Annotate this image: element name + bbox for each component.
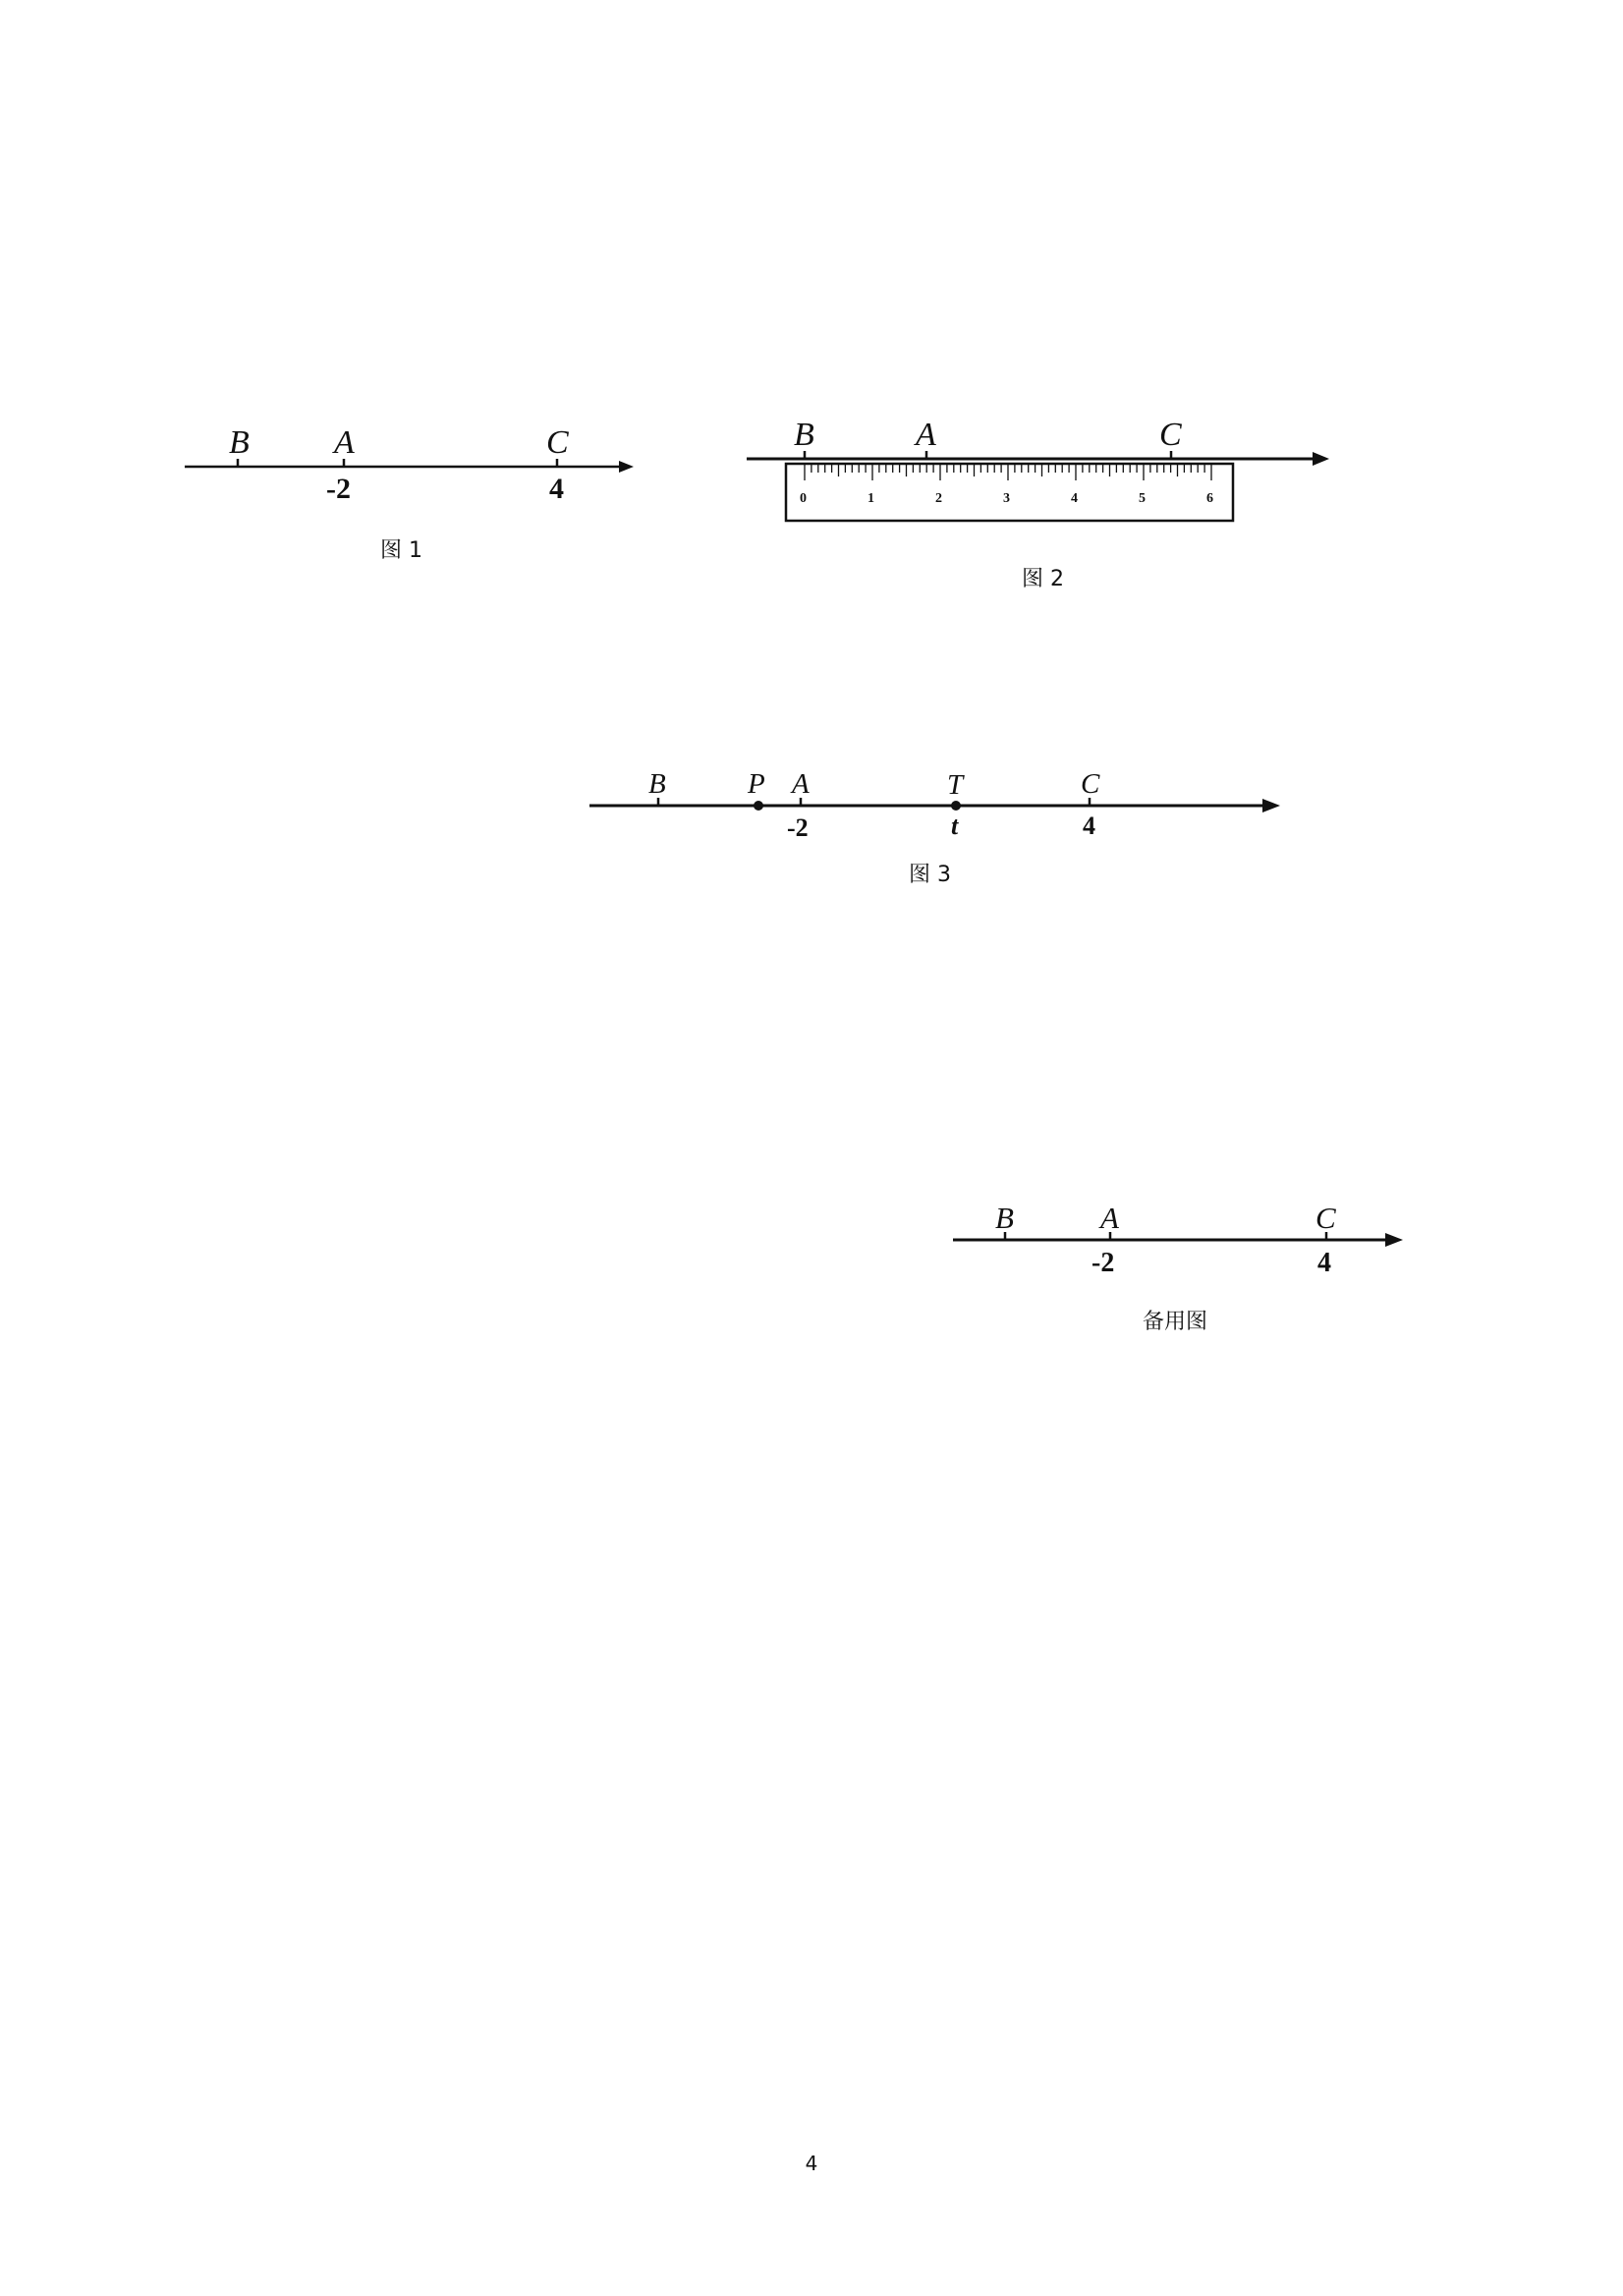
ruler-number-1: 1 [867, 491, 874, 506]
fig2-caption: 图 2 [1022, 567, 1064, 591]
fig1-number-a: -2 [326, 473, 351, 505]
fig4-label-a: A [1100, 1201, 1119, 1235]
fig2-label-c: C [1159, 417, 1182, 453]
fig1-label-a: A [334, 424, 355, 461]
ruler-ticks [805, 465, 1211, 480]
fig4-label-c: C [1315, 1201, 1336, 1235]
ruler-number-3: 3 [1003, 491, 1010, 506]
fig2-label-a: A [916, 417, 936, 453]
fig1-arrow-icon [619, 461, 634, 473]
fig3-label-a: A [792, 768, 810, 800]
fig4-number-a: -2 [1091, 1248, 1115, 1278]
fig3-caption: 图 3 [909, 863, 951, 887]
fig2-label-b: B [794, 417, 814, 453]
fig3-point-t [951, 801, 961, 811]
fig3-label-p: P [748, 768, 765, 800]
fig1-caption: 图 1 [380, 538, 422, 563]
fig3-label-c: C [1081, 768, 1100, 800]
fig4-arrow-icon [1385, 1233, 1403, 1247]
fig3-point-p [754, 801, 763, 811]
ruler-number-0: 0 [800, 491, 807, 506]
figure-2-number-line-ruler [737, 408, 1346, 535]
ruler-number-4: 4 [1071, 491, 1078, 506]
ruler-number-6: 6 [1206, 491, 1213, 506]
fig1-number-c: 4 [549, 473, 564, 505]
fig3-label-b: B [648, 768, 666, 800]
page-number: 4 [805, 2152, 818, 2175]
figure-spare-number-line [943, 1194, 1415, 1282]
fig1-label-b: B [229, 424, 250, 461]
ruler-number-2: 2 [935, 491, 942, 506]
fig2-arrow-icon [1313, 452, 1329, 466]
fig4-label-b: B [995, 1201, 1014, 1235]
fig3-number-a: -2 [787, 813, 809, 842]
fig3-label-t: T [947, 769, 964, 801]
figure-3-number-line [585, 761, 1292, 850]
ruler-number-5: 5 [1139, 491, 1146, 506]
fig4-caption: 备用图 [1143, 1310, 1208, 1334]
figure-1-number-line [177, 418, 648, 511]
fig3-number-c: 4 [1083, 812, 1095, 840]
fig1-label-c: C [546, 424, 569, 461]
fig3-arrow-icon [1262, 799, 1280, 812]
fig3-number-t: t [951, 812, 959, 840]
fig4-number-c: 4 [1317, 1248, 1331, 1278]
